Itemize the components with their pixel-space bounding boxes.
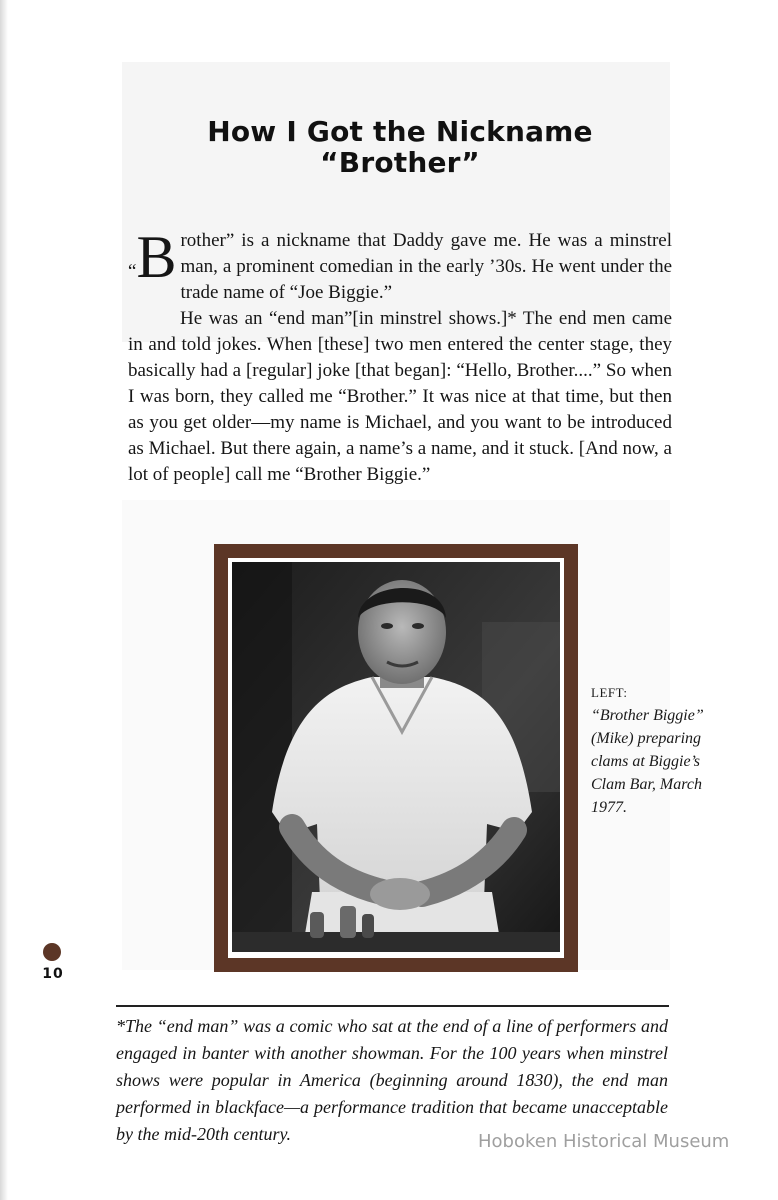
drop-cap: “B bbox=[128, 224, 177, 290]
page-title bbox=[120, 116, 680, 178]
caption-label: LEFT: bbox=[591, 685, 628, 700]
photo-caption bbox=[591, 681, 721, 819]
museum-watermark: Hoboken Historical Museum bbox=[478, 1131, 730, 1152]
page-title-line1: How I Got the Nickname bbox=[207, 115, 593, 148]
footnote-divider bbox=[116, 1005, 669, 1007]
paragraph-1-text: rother” is a nickname that Daddy gave me. He was a minstrel man, a prominent comedian in the early ’30s. He went under the trade name of “Joe Biggie.” bbox=[180, 230, 672, 303]
page-title-line2: “Brother” bbox=[320, 146, 480, 179]
page-number: 10 bbox=[42, 966, 64, 982]
footnote: *The “end man” was a comic who sat at the end of a line of performers and engaged in banter with another showman. For the 100 years when minstrel shows were popular in America (beginning around 1830), the end man performed in blackface—a performance tradition that became unacceptable by the mid-20th century. bbox=[116, 1016, 668, 1144]
photo-brother-biggie bbox=[232, 562, 560, 952]
paragraph-1 bbox=[128, 224, 672, 306]
caption-text: “Brother Biggie” (Mike) preparing clams at Biggie’s Clam Bar, March 1977. bbox=[591, 707, 704, 816]
paragraph-2: He was an “end man”[in minstrel shows.]* The end men came in and told jokes. When [these] two men entered the center stage, they basically had a [regular] joke [that began]: “Hello, Brother....” So when I was born, they called me “Brother.” It was nice at that time, but then as you get older—my name is Michael, and you want to be introduced as Michael. But there again, a name’s a name, and it stuck. [And now, a lot of people] call me “Brother Biggie.” bbox=[128, 308, 672, 485]
photo-illustration bbox=[232, 562, 560, 952]
page-marker-dot bbox=[43, 943, 61, 961]
photo-frame bbox=[214, 544, 578, 972]
article-body bbox=[128, 224, 672, 488]
page-binding-shadow bbox=[0, 0, 8, 1200]
photo-mat bbox=[228, 558, 564, 958]
